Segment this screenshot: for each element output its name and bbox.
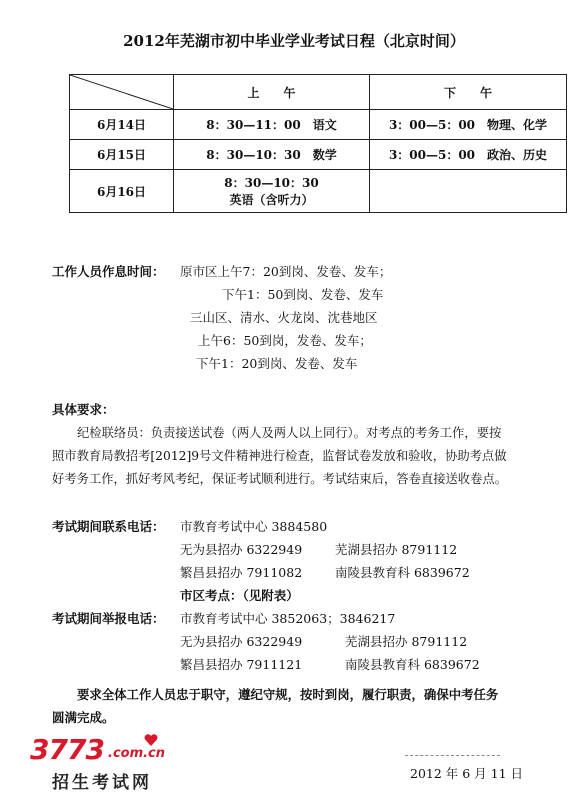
- document-date: 2012 年 6 月 11 日: [410, 766, 524, 781]
- staff-hours-label: 工作人员作息时间：: [52, 264, 165, 279]
- site-logo-subtitle: 招生考试网: [52, 773, 152, 793]
- contact-phone-item: 芜湖县招办 8791112: [335, 542, 458, 557]
- staff-hours-line: 三山区、清水、火龙岗、沈巷地区: [190, 310, 378, 325]
- report-phone-item: 无为县招办 6322949: [180, 634, 303, 649]
- closing-line: 圆满完成。: [52, 710, 115, 725]
- requirements-line: 好考务工作，抓好考风考纪，保证考试顺利进行。考试结束后，答卷直接送收卷点。: [52, 472, 507, 486]
- exam-schedule-table: [69, 74, 567, 213]
- afternoon-exam-cell: 3：00—5：00 物理、化学: [370, 110, 567, 140]
- table-header-row: [70, 75, 567, 110]
- morning-exam-cell: 8：30—10：30 数学: [174, 140, 370, 170]
- header-afternoon: 下 午: [370, 75, 567, 110]
- requirements-line: 纪检联络员：负责接送试卷（两人及两人以上同行）。对考点的考务工作，要按: [77, 426, 502, 440]
- date-cell: 6月14日: [70, 110, 174, 140]
- report-phone-item: 南陵县教育科 6839672: [345, 657, 480, 672]
- contact-phone-item: 无为县招办 6322949: [180, 542, 303, 557]
- staff-hours-line: 下午1：50到岗、发卷、发车: [222, 287, 384, 302]
- table-row: [70, 170, 567, 213]
- date-cell: 6月15日: [70, 140, 174, 170]
- report-phone-label: 考试期间举报电话：: [52, 611, 165, 626]
- contact-phone-item: 南陵县教育科 6839672: [335, 565, 470, 580]
- signature-line: [405, 755, 500, 756]
- staff-hours-line: 上午6：50到岗，发卷、发车；: [198, 333, 372, 348]
- report-phone-line: 市教育考试中心 3852063；3846217: [180, 611, 396, 626]
- site-logo-number: 3773: [30, 733, 104, 766]
- exam-subject: 英语（含听力）: [229, 193, 314, 207]
- contact-phone-label: 考试期间联系电话：: [52, 519, 165, 534]
- diagonal-line: [70, 75, 173, 109]
- contact-phone-item: 繁昌县招办 7911082: [180, 565, 303, 580]
- page-title: 2012年芜湖市初中毕业学业考试日程（北京时间）: [123, 32, 465, 50]
- afternoon-exam-cell: [370, 170, 567, 213]
- afternoon-exam-cell: 3：00—5：00 政治、历史: [370, 140, 567, 170]
- city-exam-sites: 市区考点：（见附表）: [180, 588, 299, 603]
- morning-exam-cell: [174, 170, 370, 213]
- report-phone-item: 繁昌县招办 7911121: [180, 657, 303, 672]
- closing-line: 要求全体工作人员忠于职守，遵纪守规，按时到岗，履行职责，确保中考任务: [77, 687, 499, 702]
- morning-exam-cell: 8：30—11：00 语文: [174, 110, 370, 140]
- table-row: [70, 110, 567, 140]
- table-row: [70, 140, 567, 170]
- requirements-heading: 具体要求：: [52, 402, 115, 417]
- heart-icon: [144, 734, 158, 746]
- requirements-line: 照市教育局教招考[2012]9号文件精神进行检查，监督试卷发放和验收，协助考点做: [52, 449, 507, 463]
- staff-hours-line: 原市区上午7：20到岗、发卷、发车；: [180, 264, 392, 279]
- exam-time: 8：30—10：30: [224, 176, 319, 190]
- header-morning: 上 午: [174, 75, 370, 110]
- report-phone-item: 芜湖县招办 8791112: [345, 634, 468, 649]
- contact-phone-line: 市教育考试中心 3884580: [180, 519, 328, 534]
- table-corner-cell: [70, 75, 174, 110]
- staff-hours-line: 下午1：20到岗、发卷、发车: [196, 356, 358, 371]
- site-logo-domain: .com.cn: [108, 746, 166, 761]
- date-cell: 6月16日: [70, 170, 174, 213]
